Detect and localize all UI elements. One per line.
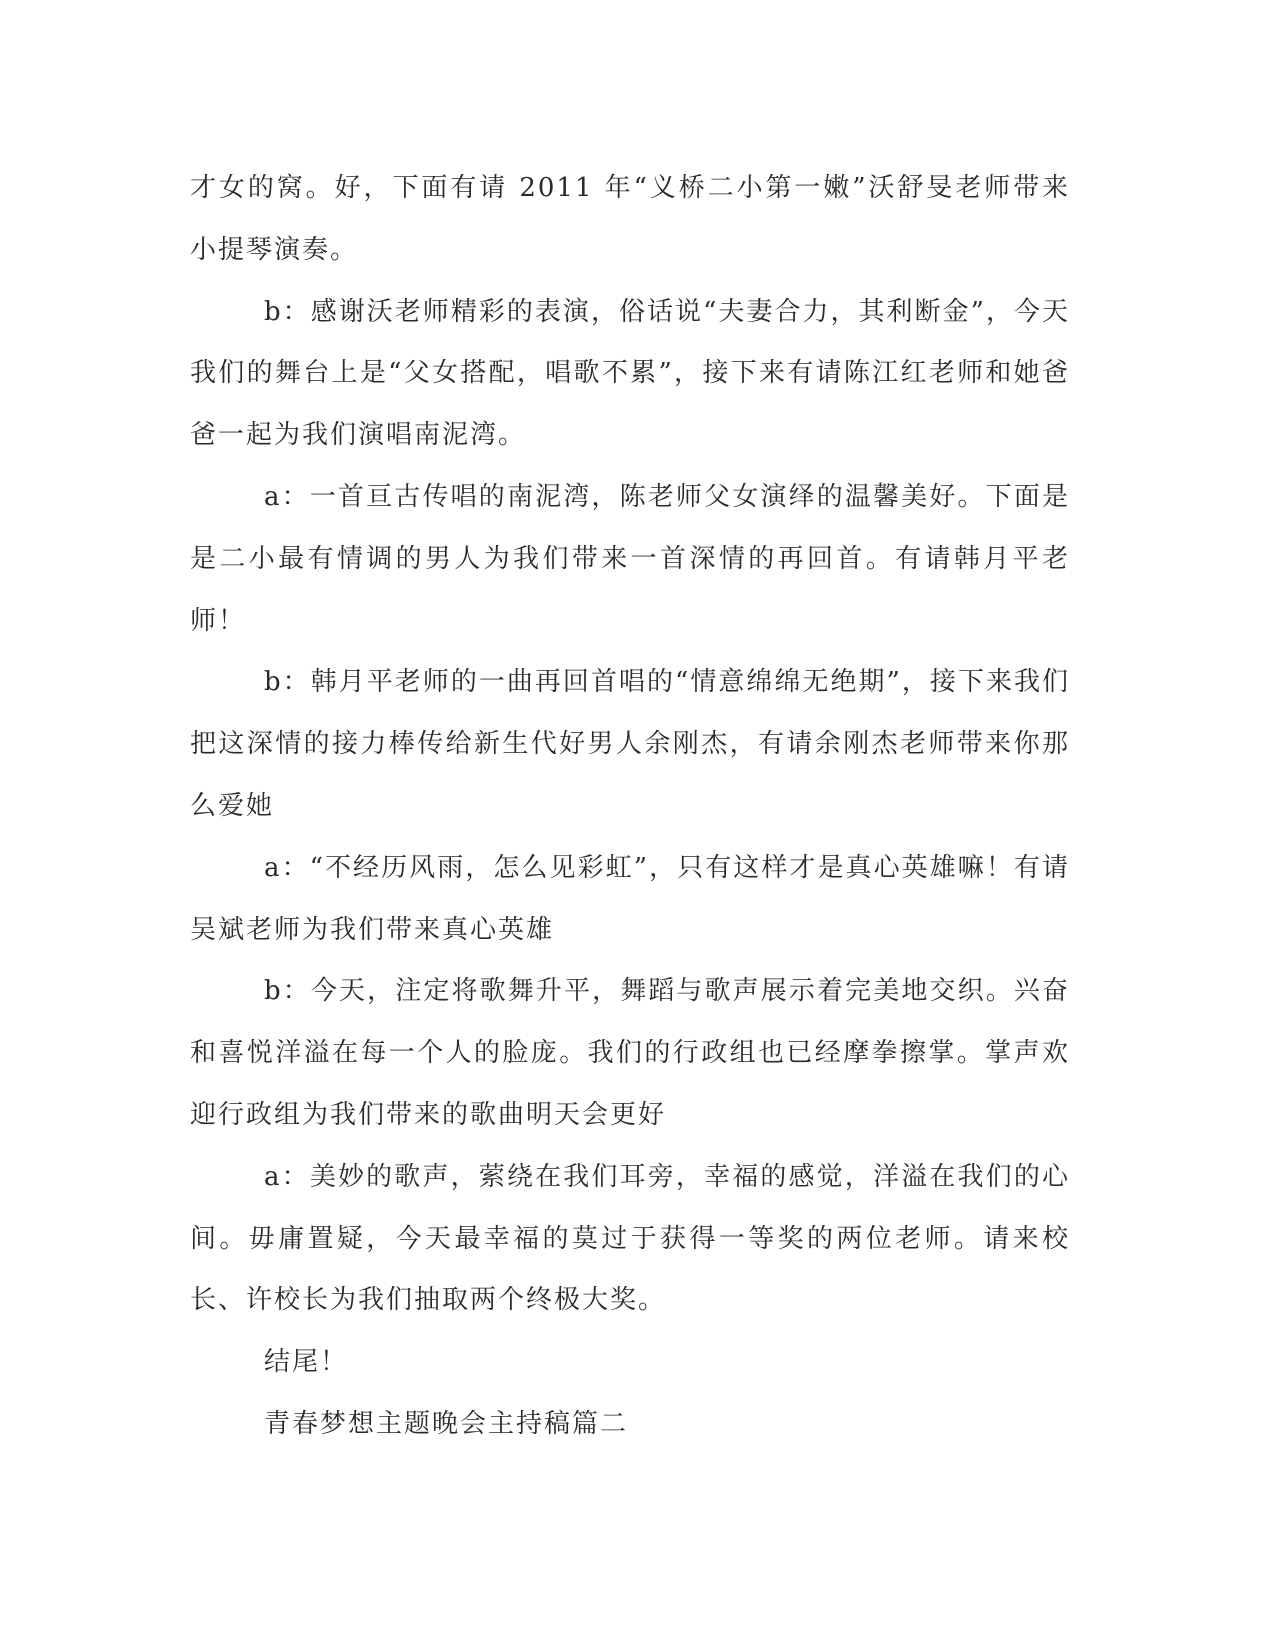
paragraph: b：今天，注定将歌舞升平，舞蹈与歌声展示着完美地交织。兴奋和喜悦洋溢在每一个人的脸庞。我们的行政组也已经摩拳擦掌。掌声欢迎行政组为我们带来的歌曲明天会更好: [190, 976, 1070, 1130]
document-body: [190, 158, 1070, 1456]
paragraph: 结尾！: [264, 1347, 349, 1378]
paragraph: b：韩月平老师的一曲再回首唱的“情意绵绵无绝期”，接下来我们把这深情的接力棒传给新生代好男人余刚杰，有请余刚杰老师带来你那么爱她: [190, 667, 1070, 821]
paragraph: b：感谢沃老师精彩的表演，俗话说“夫妻合力，其利断金”，今天我们的舞台上是“父女搭配，唱歌不累”，接下来有请陈江红老师和她爸爸一起为我们演唱南泥湾。: [190, 296, 1070, 451]
paragraph: a：一首亘古传唱的南泥湾，陈老师父女演绎的温馨美好。下面是是二小最有情调的男人为我们带来一首深情的再回首。有请韩月平老师！: [190, 481, 1070, 636]
section-heading: 青春梦想主题晚会主持稿篇二: [264, 1408, 629, 1439]
paragraph: a：“不经历风雨，怎么见彩虹”，只有这样才是真心英雄嘛！有请吴斌老师为我们带来真心英雄: [190, 852, 1070, 945]
paragraph: 才女的窝。好，下面有请 2011 年“义桥二小第一嫩”沃舒旻老师带来小提琴演奏。: [190, 173, 1070, 265]
paragraph: a：美妙的歌声，萦绕在我们耳旁，幸福的感觉，洋溢在我们的心间。毋庸置疑，今天最幸福的莫过于获得一等奖的两位老师。请来校长、许校长为我们抽取两个终极大奖。: [190, 1161, 1070, 1316]
